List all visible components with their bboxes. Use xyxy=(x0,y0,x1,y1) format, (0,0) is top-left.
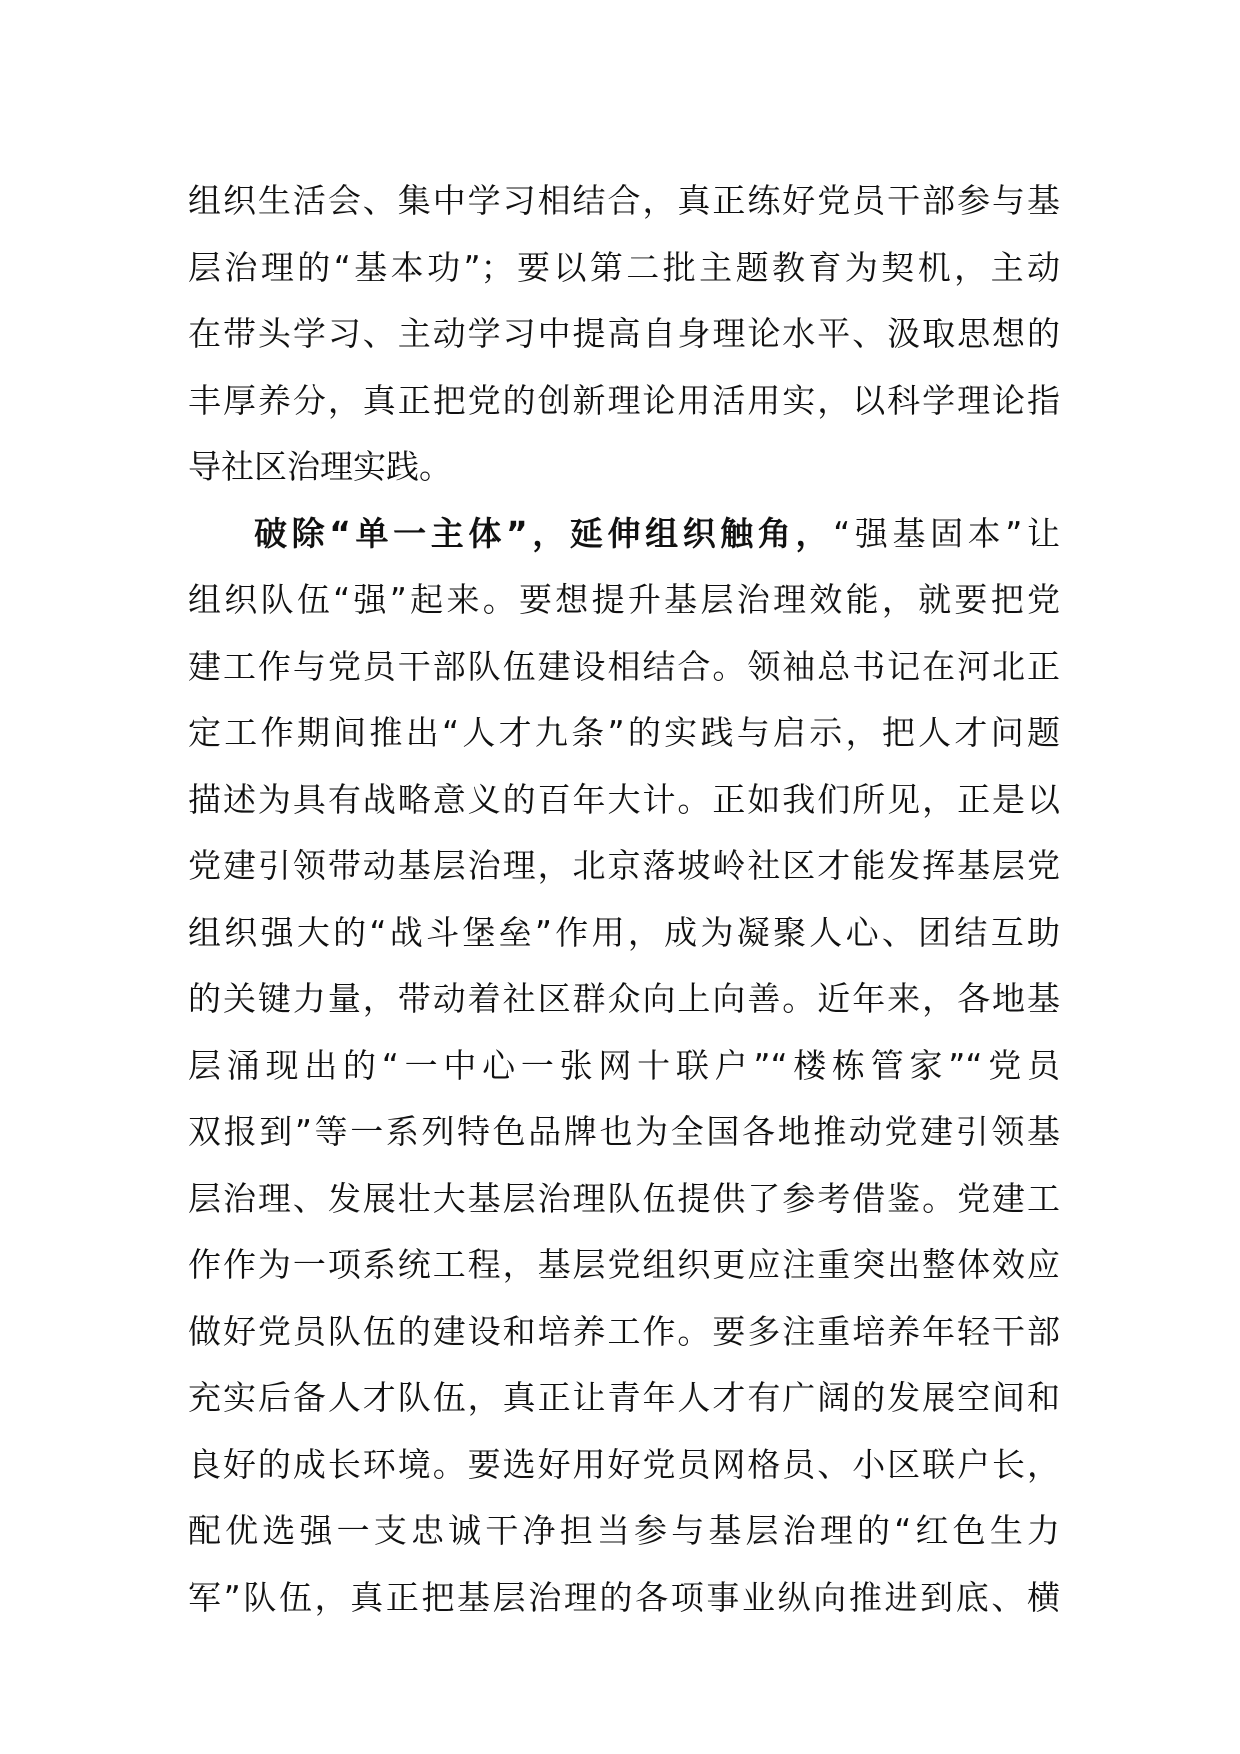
text-line: 层治理的“基本功”；要以第二批主题教育为契机，主动 xyxy=(188,247,1060,287)
text-line: 定工作期间推出“人才九条”的实践与启示，把人才问题 xyxy=(188,713,1060,752)
paragraph-1 xyxy=(188,168,1060,501)
paragraph-lead-line xyxy=(188,501,1060,568)
text-line: 描述为具有战略意义的百年大计。正如我们所见，正是以 xyxy=(188,779,1060,819)
text-line: 充实后备人才队伍，真正让青年人才有广阔的发展空间和 xyxy=(188,1378,1060,1417)
text-line: 层涌现出的“一中心一张网十联户”“楼栋管家”“党员 xyxy=(188,1045,1060,1085)
text-line: 在带头学习、主动学习中提高自身理论水平、汲取思想的 xyxy=(188,314,1060,353)
lead-continuation: “强基固本”让 xyxy=(833,513,1060,553)
text-line: 丰厚养分，真正把党的创新理论用活用实，以科学理论指 xyxy=(188,380,1060,420)
text-line: 组织队伍“强”起来。要想提升基层治理效能，就要把党 xyxy=(188,580,1060,619)
text-line: 层治理、发展壮大基层治理队伍提供了参考借鉴。党建工 xyxy=(188,1178,1060,1218)
text-line: 良好的成长环境。要选好用好党员网格员、小区联户长， xyxy=(188,1444,1060,1484)
document-body xyxy=(188,168,1060,1631)
text-line: 的关键力量，带动着社区群众向上向善。近年来，各地基 xyxy=(188,979,1060,1018)
text-line: 作作为一项系统工程，基层党组织更应注重突出整体效应 xyxy=(188,1245,1060,1284)
text-line: 双报到”等一系列特色品牌也为全国各地推动党建引领基 xyxy=(188,1112,1060,1151)
text-line: 军”队伍，真正把基层治理的各项事业纵向推进到底、横 xyxy=(188,1577,1060,1617)
text-line: 导社区治理实践。 xyxy=(188,447,452,486)
text-line: 建工作与党员干部队伍建设相结合。领袖总书记在河北正 xyxy=(188,646,1060,686)
text-line: 做好党员队伍的建设和培养工作。要多注重培养年轻干部 xyxy=(188,1311,1060,1351)
text-line: 党建引领带动基层治理，北京落坡岭社区才能发挥基层党 xyxy=(188,846,1060,885)
paragraph-2 xyxy=(188,501,1060,1632)
text-line: 组织强大的“战斗堡垒”作用，成为凝聚人心、团结互助 xyxy=(188,912,1060,952)
bold-lead-phrase: 破除“单一主体”，延伸组织触角， xyxy=(254,513,834,553)
text-line: 组织生活会、集中学习相结合，真正练好党员干部参与基 xyxy=(188,181,1060,220)
text-line: 配优选强一支忠诚干净担当参与基层治理的“红色生力 xyxy=(188,1511,1060,1550)
